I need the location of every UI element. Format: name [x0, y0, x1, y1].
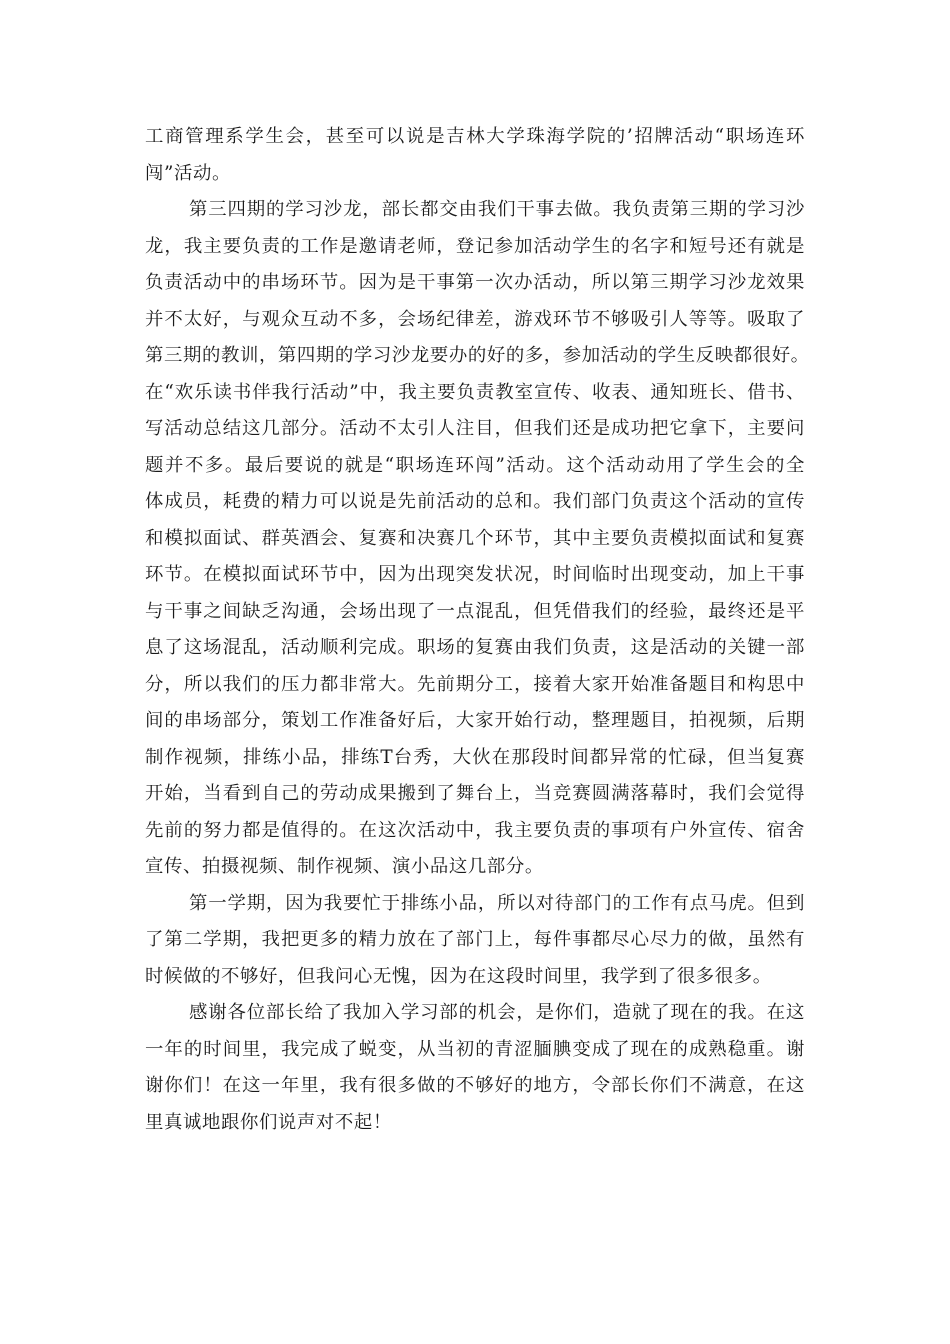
text-line: 制作视频，排练小品，排练T台秀，大伙在那段时间都异常的忙碌，但当复赛: [145, 746, 805, 768]
text-line: 开始，当看到自己的劳动成果搬到了舞台上，当竞赛圆满落幕时，我们会觉得: [145, 783, 805, 804]
text-line: 题并不多。最后要说的就是“职场连环闯”活动。这个活动动用了学生会的全: [145, 454, 805, 476]
text-line: 第三期的教训，第四期的学习沙龙要办的好的多，参加活动的学生反映都很好。: [145, 345, 810, 366]
text-line: 工商管理系学生会，甚至可以说是吉林大学珠海学院的’招牌活动“职场连环: [145, 126, 805, 147]
text-line: 一年的时间里，我完成了蜕变，从当初的青涩腼腆变成了现在的成熟稳重。谢: [145, 1038, 805, 1060]
document-body: [145, 119, 810, 1141]
text-line: 宣传、拍摄视频、制作视频、演小品这几部分。: [145, 856, 544, 877]
text-line: 谢你们！在这一年里，我有很多做的不够好的地方，令部长你们不满意，在这: [145, 1075, 805, 1096]
text-line: 负责活动中的串场环节。因为是干事第一次办活动，所以第三期学习沙龙效果: [145, 272, 805, 293]
text-line: 环节。在模拟面试环节中，因为出现突发状况，时间临时出现变动，加上干事: [145, 564, 805, 585]
text-line: 龙，我主要负责的工作是邀请老师，登记参加活动学生的名字和短号还有就是: [145, 235, 805, 257]
text-line: 先前的努力都是值得的。在这次活动中，我主要负责的事项有户外宣传、宿舍: [145, 819, 805, 841]
text-line: 分，所以我们的压力都非常大。先前期分工，接着大家开始准备题目和构思中: [145, 673, 805, 695]
text-line: 息了这场混乱，活动顺利完成。职场的复赛由我们负责，这是活动的关键一部: [145, 637, 805, 658]
text-line: 体成员，耗费的精力可以说是先前活动的总和。我们部门负责这个活动的宣传: [145, 491, 805, 512]
paragraph-2: [145, 192, 810, 886]
text-line: 和模拟面试、群英酒会、复赛和决赛几个环节，其中主要负责模拟面试和复赛: [145, 527, 805, 549]
text-line: 了第二学期，我把更多的精力放在了部门上，每件事都尽心尽力的做，虽然有: [145, 929, 805, 950]
text-line: 里真诚地跟你们说声对不起！: [145, 1111, 392, 1133]
text-line: 第一学期，因为我要忙于排练小品，所以对待部门的工作有点马虎。但到: [189, 892, 805, 914]
paragraph-1: [145, 119, 805, 192]
text-line: 并不太好，与观众互动不多，会场纪律差，游戏环节不够吸引人等等。吸取了: [145, 308, 805, 330]
text-line: 与干事之间缺乏沟通，会场出现了一点混乱，但凭借我们的经验，最终还是平: [145, 600, 805, 622]
text-line: 时候做的不够好，但我问心无愧，因为在这段时间里，我学到了很多很多。: [145, 965, 772, 987]
text-line: 闯”活动。: [145, 162, 231, 184]
text-line: 写活动总结这几部分。活动不太引人注目，但我们还是成功把它拿下，主要问: [145, 418, 805, 439]
text-line: 间的串场部分，策划工作准备好后，大家开始行动，整理题目，拍视频，后期: [145, 710, 805, 731]
text-line: 在“欢乐读书伴我行活动”中，我主要负责教室宣传、收表、通知班长、借书、: [145, 381, 805, 403]
text-line: 第三四期的学习沙龙，部长都交由我们干事去做。我负责第三期的学习沙: [189, 199, 805, 220]
paragraph-3: [145, 886, 805, 996]
text-line: 感谢各位部长给了我加入学习部的机会，是你们，造就了现在的我。在这: [189, 1002, 805, 1023]
paragraph-4: [145, 995, 805, 1141]
